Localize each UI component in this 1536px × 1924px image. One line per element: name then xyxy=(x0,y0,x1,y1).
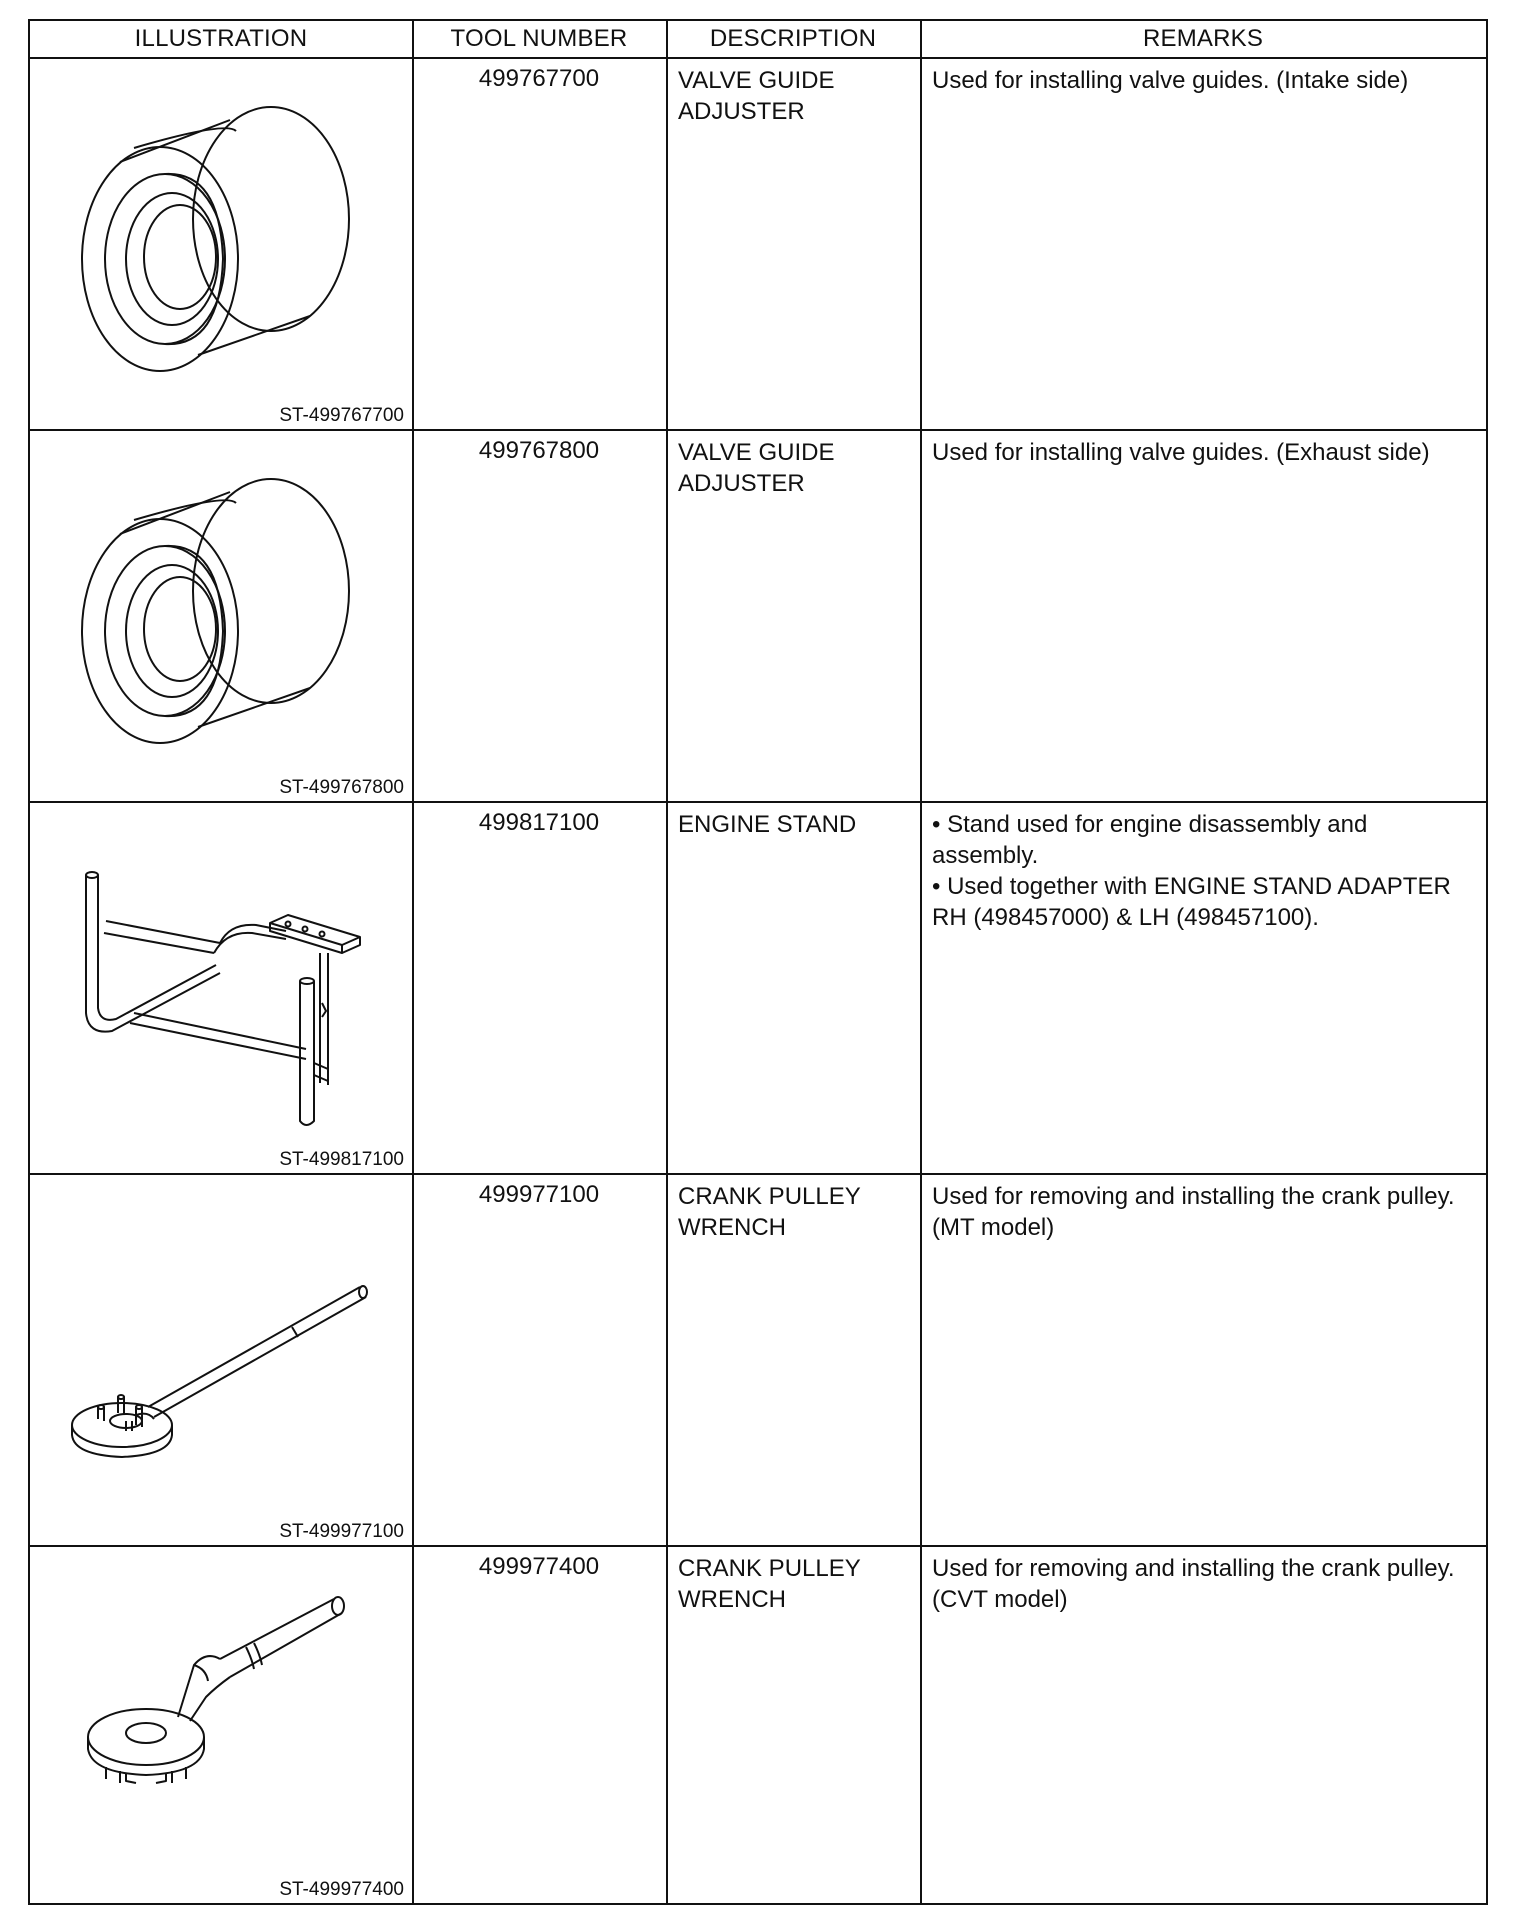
remark-line: • Stand used for engine disassembly and assembly. xyxy=(932,811,1368,869)
header-illustration: ILLUSTRATION xyxy=(134,25,308,52)
tool-remarks xyxy=(920,1547,1486,1903)
crank-pulley-wrench-icon xyxy=(30,1175,410,1545)
tool-remarks xyxy=(920,59,1486,429)
crank-pulley-wrench-cvt-icon xyxy=(30,1547,410,1903)
tool-number: 499977400 xyxy=(478,1553,600,1580)
header-tool-number: TOOL NUMBER xyxy=(450,25,628,52)
special-tools-table xyxy=(28,19,1488,1905)
illustration-cell xyxy=(30,59,412,429)
illustration-cell xyxy=(30,431,412,801)
table-row xyxy=(30,59,1486,431)
illustration-caption: ST-499767800 xyxy=(279,777,404,798)
tool-description: ENGINE STAND xyxy=(678,811,857,838)
remark-line: Used for removing and installing the crank pulley. (CVT model) xyxy=(932,1555,1455,1613)
remark-line: Used for installing valve guides. (Intake side) xyxy=(932,67,1409,94)
valve-guide-adjuster-icon xyxy=(30,431,410,801)
remark-line: • Used together with ENGINE STAND ADAPTER RH (498457000) & LH (498457100). xyxy=(932,873,1451,931)
illustration-caption: ST-499977100 xyxy=(279,1521,404,1542)
header-remarks: REMARKS xyxy=(1142,25,1264,52)
header-description: DESCRIPTION xyxy=(709,25,877,52)
table-row xyxy=(30,1175,1486,1547)
tool-remarks xyxy=(920,431,1486,801)
illustration-cell xyxy=(30,1175,412,1545)
remark-line: Used for installing valve guides. (Exhaust side) xyxy=(932,439,1430,466)
illustration-cell xyxy=(30,803,412,1173)
table-row xyxy=(30,431,1486,803)
illustration-caption: ST-499977400 xyxy=(279,1879,404,1900)
engine-stand-icon xyxy=(30,803,410,1173)
tool-remarks xyxy=(920,803,1486,1173)
tool-description: VALVE GUIDE ADJUSTER xyxy=(678,439,835,497)
tool-description: CRANK PULLEY WRENCH xyxy=(678,1555,861,1613)
illustration-caption: ST-499767700 xyxy=(279,405,404,426)
illustration-caption: ST-499817100 xyxy=(279,1149,404,1170)
remark-line: Used for removing and installing the crank pulley. (MT model) xyxy=(932,1183,1455,1241)
tool-number: 499977100 xyxy=(478,1181,600,1208)
tool-description: VALVE GUIDE ADJUSTER xyxy=(678,67,835,125)
tool-number: 499817100 xyxy=(478,809,600,836)
tool-number: 499767700 xyxy=(478,65,600,92)
table-row xyxy=(30,803,1486,1175)
tool-description: CRANK PULLEY WRENCH xyxy=(678,1183,861,1241)
table-row xyxy=(30,1547,1486,1903)
table-header xyxy=(30,21,1486,59)
valve-guide-adjuster-icon xyxy=(30,59,410,429)
illustration-cell xyxy=(30,1547,412,1903)
tool-remarks xyxy=(920,1175,1486,1545)
tool-number: 499767800 xyxy=(478,437,600,464)
